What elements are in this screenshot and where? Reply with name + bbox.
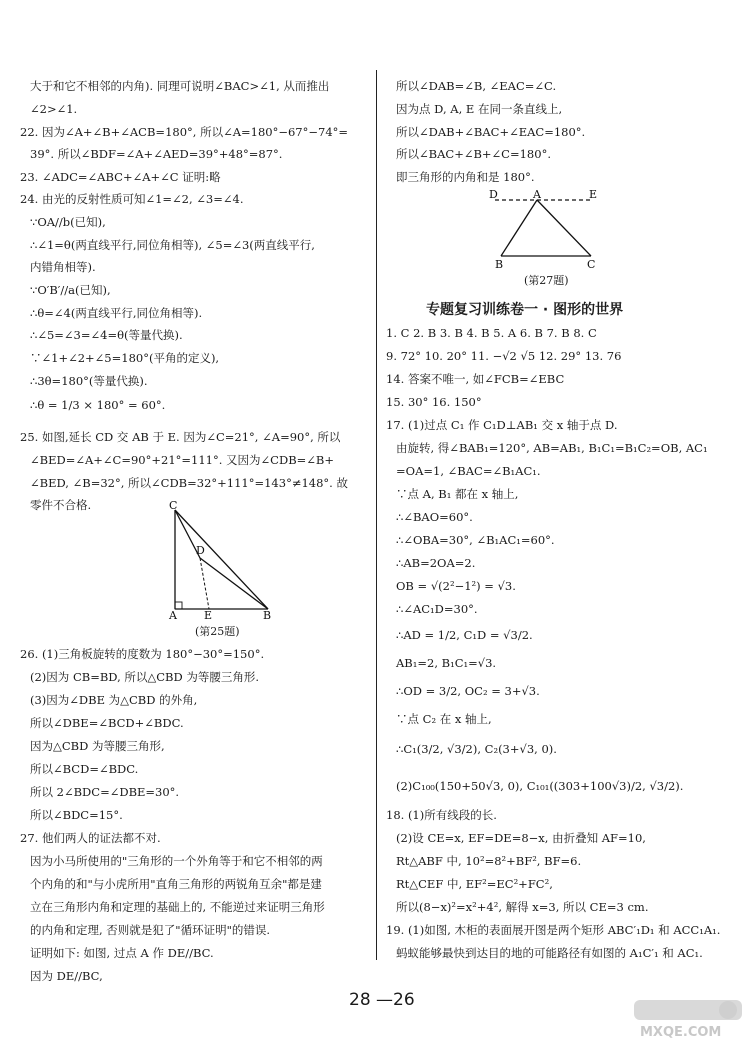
text-line: 内错角相等). bbox=[30, 260, 96, 274]
text-line: ∠BED, ∠B=32°, 所以∠CDB=32°+111°=143°≠148°. 故 bbox=[30, 476, 348, 490]
figure-27-caption: (第27题) bbox=[524, 274, 569, 287]
text-line: (3)因为∠DBE 为△CBD 的外角, bbox=[30, 693, 198, 707]
text-line: ∴∠1=θ(两直线平行,同位角相等), ∠5=∠3(两直线平行, bbox=[30, 238, 315, 252]
text-line: Rt△CEF 中, EF²=EC²+FC², bbox=[396, 877, 553, 891]
problem-17-line: 17. (1)过点 C₁ 作 C₁D⊥AB₁ 交 x 轴于点 D. bbox=[386, 418, 618, 432]
text-line: 蚂蚁能够最快到达目的地的可能路径有如图的 A₁C′₁ 和 AC₁. bbox=[396, 946, 703, 960]
text-line: ∴θ=∠4(两直线平行,同位角相等). bbox=[30, 306, 203, 320]
text-line: 所以∠DBE=∠BCD+∠BDC. bbox=[30, 716, 184, 730]
text-line: 大于和它不相邻的内角). 同理可说明∠BAC>∠1, 从而推出 bbox=[30, 79, 330, 93]
text-line: 由旋转, 得∠BAB₁=120°, AB=AB₁, B₁C₁=B₁C₂=OB, AC₁ bbox=[396, 441, 708, 455]
text-line: ∠2>∠1. bbox=[30, 102, 78, 116]
text-line: (2)C₁₀₀(150+50√3, 0), C₁₀₁((303+100√3)/2, √3/2). bbox=[396, 779, 684, 793]
problem-27-line: 27. 他们两人的证法都不对. bbox=[20, 831, 161, 845]
text-line: 所以∠BAC+∠B+∠C=180°. bbox=[396, 147, 551, 161]
fig25-label-c: C bbox=[169, 499, 178, 512]
text-line: 零件不合格. bbox=[30, 498, 92, 512]
text-line: ∴∠BAO=60°. bbox=[396, 510, 473, 524]
text-line: 的内角和定理, 否则就是犯了"循环证明"的错误. bbox=[30, 923, 271, 937]
text-line: 因为点 D, A, E 在同一条直线上, bbox=[396, 102, 563, 116]
text-line: 所以(8−x)²=x²+4², 解得 x=3, 所以 CE=3 cm. bbox=[396, 900, 649, 914]
text-line: AB₁=2, B₁C₁=√3. bbox=[396, 656, 497, 670]
fig27-label-a: A bbox=[533, 188, 541, 201]
text-line: ∴∠OBA=30°, ∠B₁AC₁=60°. bbox=[396, 533, 555, 547]
text-line: ∵点 A, B₁ 都在 x 轴上, bbox=[396, 487, 519, 501]
fig27-label-e: E bbox=[589, 188, 598, 201]
text-line: 39°. 所以∠BDF=∠A+∠AED=39°+48°=87°. bbox=[30, 147, 283, 161]
answers-15-16: 15. 30° 16. 150° bbox=[386, 395, 482, 409]
text-line: ∠BED=∠A+∠C=90°+21°=111°. 又因为∠CDB=∠B+ bbox=[30, 453, 334, 467]
text-line: 个内角的和"与小虎所用"直角三角形的两锐角互余"都是建 bbox=[30, 877, 322, 891]
text-line: ∴∠AC₁D=30°. bbox=[396, 602, 478, 616]
problem-25-line: 25. 如图,延长 CD 交 AB 于 E. 因为∠C=21°, ∠A=90°, 所以 bbox=[20, 430, 341, 444]
text-line: ∵点 C₂ 在 x 轴上, bbox=[396, 712, 492, 726]
text-line: 因为△CBD 为等腰三角形, bbox=[30, 739, 165, 753]
fig27-label-d: D bbox=[489, 188, 498, 201]
text-line: ∴∠5=∠3=∠4=θ(等量代换). bbox=[30, 328, 183, 342]
text-line: 因为小马所使用的"三角形的一个外角等于和它不相邻的两 bbox=[30, 854, 323, 868]
fig25-label-a: A bbox=[169, 609, 177, 620]
watermark-logo bbox=[632, 998, 744, 1040]
fig25-label-b: B bbox=[263, 609, 272, 620]
problem-24-line: 24. 由光的反射性质可知∠1=∠2, ∠3=∠4. bbox=[20, 192, 244, 206]
text-line: ∴θ = 1/3 × 180° = 60°. bbox=[30, 398, 166, 412]
text-line: ∴AB=2OA=2. bbox=[396, 556, 476, 570]
problem-26-line: 26. (1)三角板旋转的度数为 180°−30°=150°. bbox=[20, 647, 265, 661]
text-line: ∴3θ=180°(等量代换). bbox=[30, 374, 148, 388]
text-line: (2)因为 CB=BD, 所以△CBD 为等腰三角形. bbox=[30, 670, 260, 684]
text-line: =OA=1, ∠BAC=∠B₁AC₁. bbox=[396, 464, 541, 478]
text-line: (2)设 CE=x, EF=DE=8−x, 由折叠知 AF=10, bbox=[396, 831, 646, 845]
text-line: OB = √(2²−1²) = √3. bbox=[396, 579, 516, 593]
text-line: Rt△ABF 中, 10²=8²+BF², BF=6. bbox=[396, 854, 582, 868]
text-line: 所以∠DAB=∠B, ∠EAC=∠C. bbox=[396, 79, 557, 93]
column-divider bbox=[376, 70, 377, 960]
text-line: ∴AD = 1/2, C₁D = √3/2. bbox=[396, 628, 533, 642]
problem-18-line: 18. (1)所有线段的长. bbox=[386, 808, 497, 822]
text-line: 因为 DE//BC, bbox=[30, 969, 103, 983]
answer-14: 14. 答案不唯一, 如∠FCB=∠EBC bbox=[386, 372, 565, 386]
section-title: 专题复习训练卷一 · 图形的世界 bbox=[426, 302, 624, 318]
text-line: 所以∠BDC=15°. bbox=[30, 808, 123, 822]
text-line: ∵O′B′//a(已知), bbox=[30, 283, 111, 297]
svg-text:MXQE.COM: MXQE.COM bbox=[640, 1025, 722, 1040]
page-number: 28 —26 bbox=[349, 990, 415, 1010]
fig25-label-e: E bbox=[204, 609, 213, 620]
text-line: 所以∠BCD=∠BDC. bbox=[30, 762, 139, 776]
figure-25-diagram bbox=[160, 498, 280, 620]
text-line: 证明如下: 如图, 过点 A 作 DE//BC. bbox=[30, 946, 214, 960]
figure-27-diagram bbox=[485, 188, 605, 270]
fig25-label-d: D bbox=[196, 544, 205, 557]
figure-25-caption: (第25题) bbox=[195, 625, 240, 638]
text-line: ∴OD = 3/2, OC₂ = 3+√3. bbox=[396, 684, 540, 698]
text-line: 即三角形的内角和是 180°. bbox=[396, 170, 535, 184]
fig27-label-b: B bbox=[495, 258, 504, 270]
problem-23-line: 23. ∠ADC=∠ABC+∠A+∠C 证明:略 bbox=[20, 170, 221, 184]
problem-22-line: 22. 因为∠A+∠B+∠ACB=180°, 所以∠A=180°−67°−74°= bbox=[20, 125, 349, 139]
text-line: 所以 2∠BDC=∠DBE=30°. bbox=[30, 785, 180, 799]
problem-19-line: 19. (1)如图, 木柜的表面展开图是两个矩形 ABC′₁D₁ 和 ACC₁A₁. bbox=[386, 923, 721, 937]
text-line: 所以∠DAB+∠BAC+∠EAC=180°. bbox=[396, 125, 586, 139]
text-line: ∵OA//b(已知), bbox=[30, 215, 106, 229]
answers-1-8: 1. C 2. B 3. B 4. B 5. A 6. B 7. B 8. C bbox=[386, 326, 597, 340]
fig27-label-c: C bbox=[587, 258, 596, 270]
text-line: 立在三角形内角和定理的基础上的, 不能逆过来证明三角形 bbox=[30, 900, 325, 914]
answers-9-13: 9. 72° 10. 20° 11. −√2 √5 12. 29° 13. 76 bbox=[386, 349, 622, 363]
text-line: ∵∠1+∠2+∠5=180°(平角的定义), bbox=[30, 351, 220, 365]
text-line: ∴C₁(3/2, √3/2), C₂(3+√3, 0). bbox=[396, 742, 557, 756]
